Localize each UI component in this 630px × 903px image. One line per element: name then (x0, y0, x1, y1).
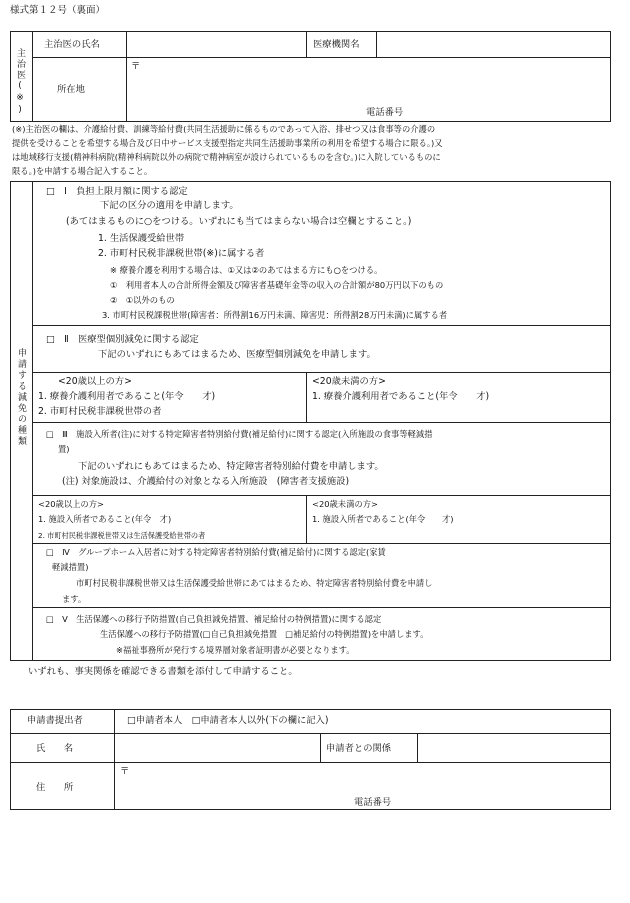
doctor-name-field[interactable] (127, 32, 305, 56)
sec2-title[interactable]: □ Ⅱ 医療型個別減免に関する認定 (46, 334, 199, 345)
sec1-suboption[interactable]: ② ①以外のもの (110, 295, 175, 305)
sec1-option[interactable]: 1. 生活保護受給世帯 (98, 233, 185, 244)
sec4-title-cont: 軽減措置) (52, 562, 89, 572)
sec4-title[interactable]: □ Ⅳ グループホーム入居者に対する特定障害者特別給付費(補足給付)に関する認定(家賃 (46, 547, 386, 557)
institution-field[interactable] (377, 32, 610, 56)
doctor-note-line: 提供を受けることを希望する場合及び日中サービス支援型指定共同生活援助事業所の利用を希望する場合に限る。)又 (12, 138, 443, 148)
sec3-right-heading: <20歳未満の方> (312, 499, 378, 509)
doctor-side-label: 主治医(※) (15, 48, 25, 117)
sec2-left-item[interactable]: 1. 療養介護利用者であること(年令 才) (38, 391, 216, 402)
sec3-right-item[interactable]: 1. 施設入所者であること(年令 才) (312, 514, 454, 524)
sec3-left-item[interactable]: 2. 市町村民税非課税世帯又は生活保護受給世帯の者 (38, 531, 206, 540)
submitter-address-label: 住 所 (36, 782, 74, 793)
sec4-line-cont: ます。 (62, 594, 87, 604)
sec1-note: ※ 療養介護を利用する場合は、①又は②のあてはまる方にも○をつける。 (110, 265, 383, 275)
sec2-line: 下記のいずれにもあてはまるため、医療型個別減免を申請します。 (98, 349, 376, 360)
sec3-title-cont: 置) (58, 444, 70, 454)
submitter-phone-label: 電話番号 (354, 797, 392, 808)
sec5-note: ※福祉事務所が発行する境界層対象者証明書が必要となります。 (116, 645, 355, 655)
reduction-side-label: 申請する減免の種類 (16, 348, 26, 447)
doctor-note-line: 限る。)を申請する場合記入すること。 (12, 166, 153, 176)
sec1-title[interactable]: □ Ⅰ 負担上限月額に関する認定 (46, 186, 188, 197)
relation-field[interactable] (418, 734, 610, 761)
sec3-note: (注) 対象施設は、介護給付の対象となる入所施設 (障害者支援施設) (62, 476, 350, 487)
doctor-note-line: は地域移行支援(精神科病院(精神科病院以外の病院で精神病室が設けられているものを含む。)に入院しているものに (12, 152, 441, 162)
sec3-left-item[interactable]: 1. 施設入所者であること(年令 才) (38, 514, 172, 524)
doctor-name-label: 主治医の氏名 (44, 39, 100, 50)
postal-mark: 〒 (131, 61, 141, 72)
institution-label: 医療機関名 (313, 39, 360, 50)
sec3-line: 下記のいずれにもあてはまるため、特定障害者特別給付費を申請します。 (78, 461, 384, 472)
address-label: 所在地 (57, 84, 85, 95)
submitter-postal-mark: 〒 (120, 766, 130, 777)
sec3-title[interactable]: □ Ⅲ 施設入所者(注)に対する特定障害者特別給付費(補足給付)に関する認定(入所施設の食事等軽減措 (46, 429, 433, 439)
sec1-option[interactable]: 2. 市町村民税非課税世帯(※)に属する者 (98, 248, 265, 259)
submitter-label: 申請書提出者 (27, 715, 83, 726)
submitter-name-field[interactable] (115, 734, 319, 761)
relation-label: 申請者との関係 (326, 743, 392, 754)
form-id: 様式第１２号（裏面） (10, 5, 106, 16)
sec1-suboption[interactable]: ① 利用者本人の合計所得金額及び障害者基礎年金等の収入の合計額が80万円以下のもの (110, 280, 444, 290)
sec4-line: 市町村民税非課税世帯又は生活保護受給世帯にあてはまるため、特定障害者特別給付費を申請し (76, 578, 433, 588)
doctor-address-field[interactable] (140, 58, 610, 104)
sec5-line[interactable]: 生活保護への移行予防措置(□自己負担減免措置 □補足給付の特例措置)を申請します。 (100, 629, 429, 639)
doctor-note-line: (※)主治医の欄は、介護給付費、訓練等給付費(共同生活援助に係るものであって入浴、排せつ又は食事等の介護の (12, 124, 436, 134)
sec2-right-heading: <20歳未満の方> (312, 376, 386, 387)
sec2-left-heading: <20歳以上の方> (58, 376, 132, 387)
reduction-footer: いずれも、事実関係を確認できる書類を添付して申請すること。 (28, 666, 298, 677)
sec3-left-heading: <20歳以上の方> (38, 499, 104, 509)
submitter-options[interactable]: □申請者本人 □申請者本人以外(下の欄に記入) (127, 715, 329, 726)
submitter-address-field[interactable] (128, 763, 610, 793)
sec5-title[interactable]: □ Ⅴ 生活保護への移行予防措置(自己負担減免措置、補足給付の特例措置)に関する認定 (46, 614, 382, 624)
submitter-name-label: 氏 名 (36, 743, 74, 754)
sec2-right-item[interactable]: 1. 療養介護利用者であること(年令 才) (312, 391, 490, 402)
sec1-line: 下記の区分の適用を申請します。 (100, 200, 239, 211)
sec2-left-item[interactable]: 2. 市町村民税非課税世帯の者 (38, 406, 162, 417)
sec1-line: (あてはまるものに○をつける。いずれにも当てはまらない場合は空欄とすること。) (66, 216, 412, 227)
doctor-phone-label: 電話番号 (366, 107, 404, 118)
sec1-option[interactable]: 3. 市町村民税課税世帯(障害者：所得割16万円未満、障害児：所得割28万円未満)に属する者 (102, 310, 448, 320)
